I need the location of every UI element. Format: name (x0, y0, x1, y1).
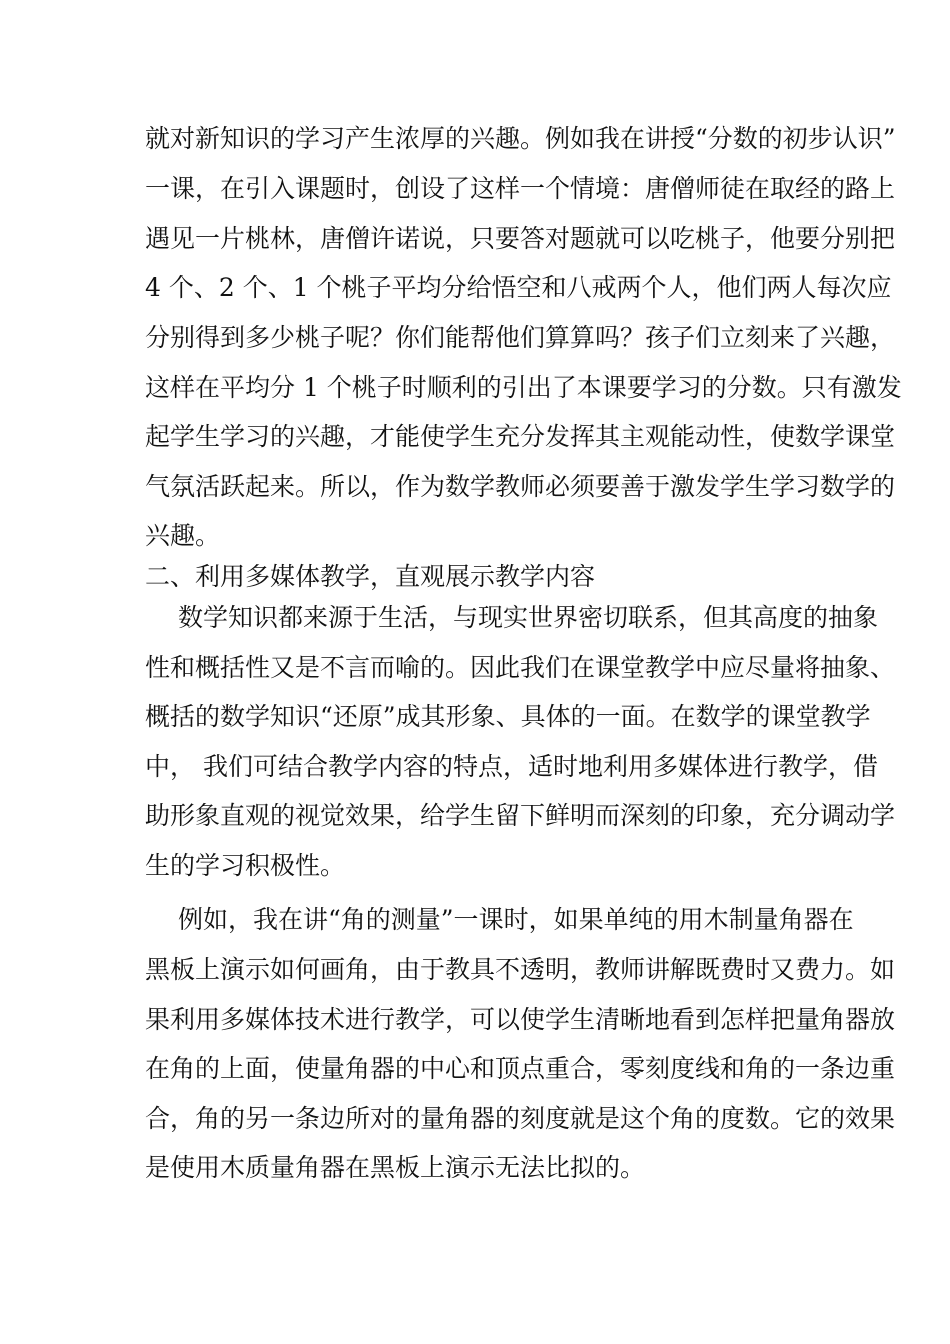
paragraph-1-line-7: 起学生学习的兴趣，才能使学生充分发挥其主观能动性，使数学课堂 (145, 422, 896, 451)
paragraph-2-line-1: 数学知识都来源于生活，与现实世界密切联系，但其高度的抽象 (178, 603, 879, 632)
paragraph-3-line-3: 果利用多媒体技术进行教学，可以使学生清晰地看到怎样把量角器放 (145, 1005, 896, 1034)
paragraph-3-line-5: 合，角的另一条边所对的量角器的刻度就是这个角的度数。它的效果 (145, 1104, 896, 1133)
paragraph-2-line-2: 性和概括性又是不言而喻的。因此我们在课堂教学中应尽量将抽象、 (145, 653, 896, 682)
paragraph-2-line-3: 概括的数学知识“还原”成其形象、具体的一面。在数学的课堂教学 (145, 702, 871, 731)
paragraph-3-line-4: 在角的上面，使量角器的中心和顶点重合，零刻度线和角的一条边重 (145, 1054, 896, 1083)
paragraph-2-line-6: 生的学习积极性。 (145, 851, 346, 880)
paragraph-2-line-4: 中， 我们可结合教学内容的特点，适时地利用多媒体进行教学，借 (145, 752, 878, 781)
paragraph-3-line-2: 黑板上演示如何画角，由于教具不透明，教师讲解既费时又费力。如 (145, 955, 896, 984)
paragraph-1-line-4: 4 个、2 个、1 个桃子平均分给悟空和八戒两个人，他们两人每次应 (145, 273, 892, 302)
paragraph-2-line-5: 助形象直观的视觉效果，给学生留下鲜明而深刻的印象，充分调动学 (145, 801, 896, 830)
section-heading: 二、利用多媒体教学，直观展示教学内容 (145, 562, 596, 591)
paragraph-1-line-8: 气氛活跃起来。所以，作为数学教师必须要善于激发学生学习数学的 (145, 472, 896, 501)
paragraph-1-line-2: 一课，在引入课题时，创设了这样一个情境：唐僧师徒在取经的路上 (145, 174, 896, 203)
paragraph-1-line-6: 这样在平均分 1 个桃子时顺利的引出了本课要学习的分数。只有激发 (145, 373, 902, 402)
paragraph-1-line-9: 兴趣。 (145, 521, 221, 550)
paragraph-1-line-5: 分别得到多少桃子呢？你们能帮他们算算吗？孩子们立刻来了兴趣， (145, 323, 896, 352)
paragraph-1-line-3: 遇见一片桃林，唐僧许诺说，只要答对题就可以吃桃子，他要分别把 (145, 224, 896, 253)
paragraph-3-line-1: 例如，我在讲“角的测量”一课时，如果单纯的用木制量角器在 (178, 905, 854, 934)
paragraph-1-line-1: 就对新知识的学习产生浓厚的兴趣。例如我在讲授“分数的初步认识” (145, 124, 896, 153)
paragraph-3-line-6: 是使用木质量角器在黑板上演示无法比拟的。 (145, 1153, 646, 1182)
